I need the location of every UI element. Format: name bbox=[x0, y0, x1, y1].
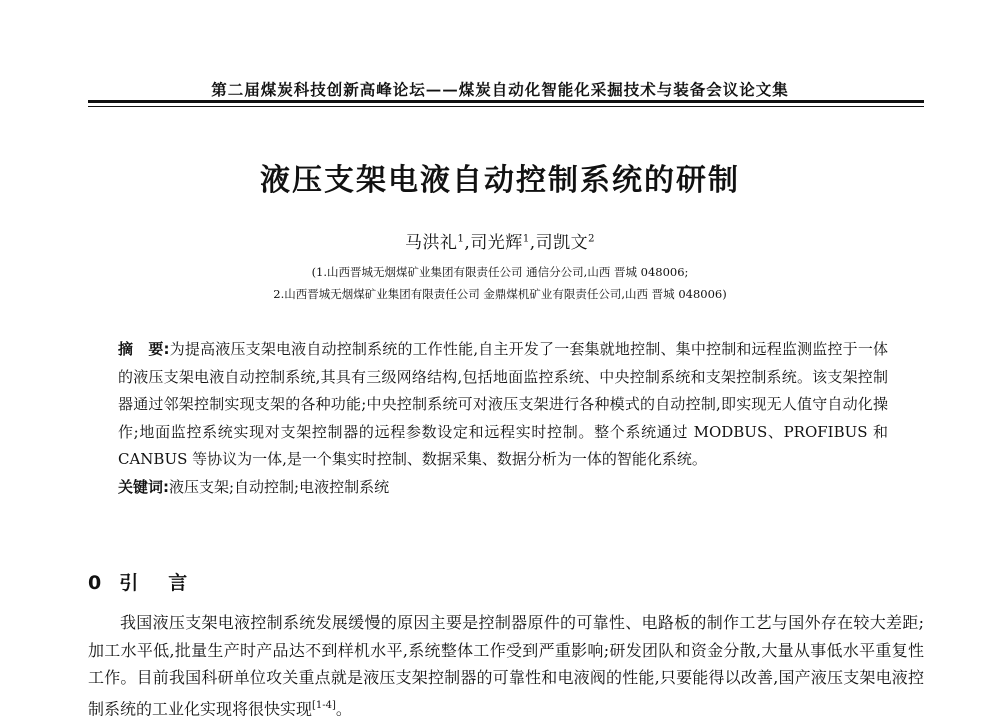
section-heading bbox=[88, 568, 217, 595]
paper-title: 液压支架电液自动控制系统的研制 bbox=[260, 163, 740, 198]
keywords-label: 关键词: bbox=[118, 477, 169, 496]
author-affiliation-mark: 1 bbox=[457, 233, 465, 245]
abstract-block bbox=[118, 336, 888, 501]
author-affiliation-mark: 2 bbox=[588, 233, 595, 245]
abstract-text: 为提高液压支架电液自动控制系统的工作性能,自主开发了一套集就地控制、集中控制和远程监测监控于一体的液压支架电液自动控制系统,其具有三级网络结构,包括地面监控系统、中央控制系统和支架控制系统。该支架控制器通过邻架控制实现支架的各种功能;中央控制系统可对液压支架进行各种模式的自动控制,即实现无人值守自动化操作;地面监控系统实现对支架控制器的远程参数设定和远程实时控制。整个系统通过 MODBUS、PROFIBUS 和 CANBUS 等协议为一体,是一个集实时控制、数据采集、数据分析为一体的智能化系统。 bbox=[118, 340, 888, 468]
body-paragraph bbox=[88, 609, 924, 722]
keywords-paragraph bbox=[118, 474, 888, 502]
citation-mark: [1-4] bbox=[312, 699, 336, 711]
running-header: 第二届煤炭科技创新高峰论坛——煤炭自动化智能化采掘技术与装备会议论文集 bbox=[211, 80, 789, 99]
header-rule-thin bbox=[88, 106, 924, 107]
header-rule-thick bbox=[88, 100, 924, 103]
abstract-label: 摘 要: bbox=[118, 340, 170, 358]
author-name: 司光辉 bbox=[470, 233, 523, 253]
author-line bbox=[0, 228, 1000, 253]
abstract-paragraph bbox=[118, 336, 888, 474]
keywords-text: 液压支架;自动控制;电液控制系统 bbox=[169, 477, 390, 496]
author-name: 马洪礼 bbox=[405, 233, 458, 253]
affiliation-line: (1.山西晋城无烟煤矿业集团有限责任公司 通信分公司,山西 晋城 048006; bbox=[311, 265, 689, 279]
section-title: 引言 bbox=[119, 572, 218, 594]
author-affiliation-mark: 1 bbox=[522, 233, 530, 245]
body-paragraph-end: 。 bbox=[335, 698, 352, 718]
author-separator: , bbox=[529, 233, 536, 253]
author-separator: , bbox=[464, 233, 471, 253]
body-text bbox=[88, 609, 924, 722]
affiliation-line: 2.山西晋城无烟煤矿业集团有限责任公司 金鼎煤机矿业有限责任公司,山西 晋城 048006) bbox=[273, 287, 727, 301]
section-number: 0 bbox=[88, 572, 102, 594]
body-paragraph-text: 我国液压支架电液控制系统发展缓慢的原因主要是控制器原件的可靠性、电路板的制作工艺与国外存在较大差距;加工水平低,批量生产时产品达不到样机水平,系统整体工作受到严重影响;研发团队和资金分散,大量从事低水平重复性工作。目前我国科研单位攻关重点就是液压支架控制器的可靠性和电液阀的性能,只要能得以改善,国产液压支架电液控制系统的工业化实现将很快实现 bbox=[88, 613, 924, 718]
author-name: 司凯文 bbox=[535, 233, 589, 253]
